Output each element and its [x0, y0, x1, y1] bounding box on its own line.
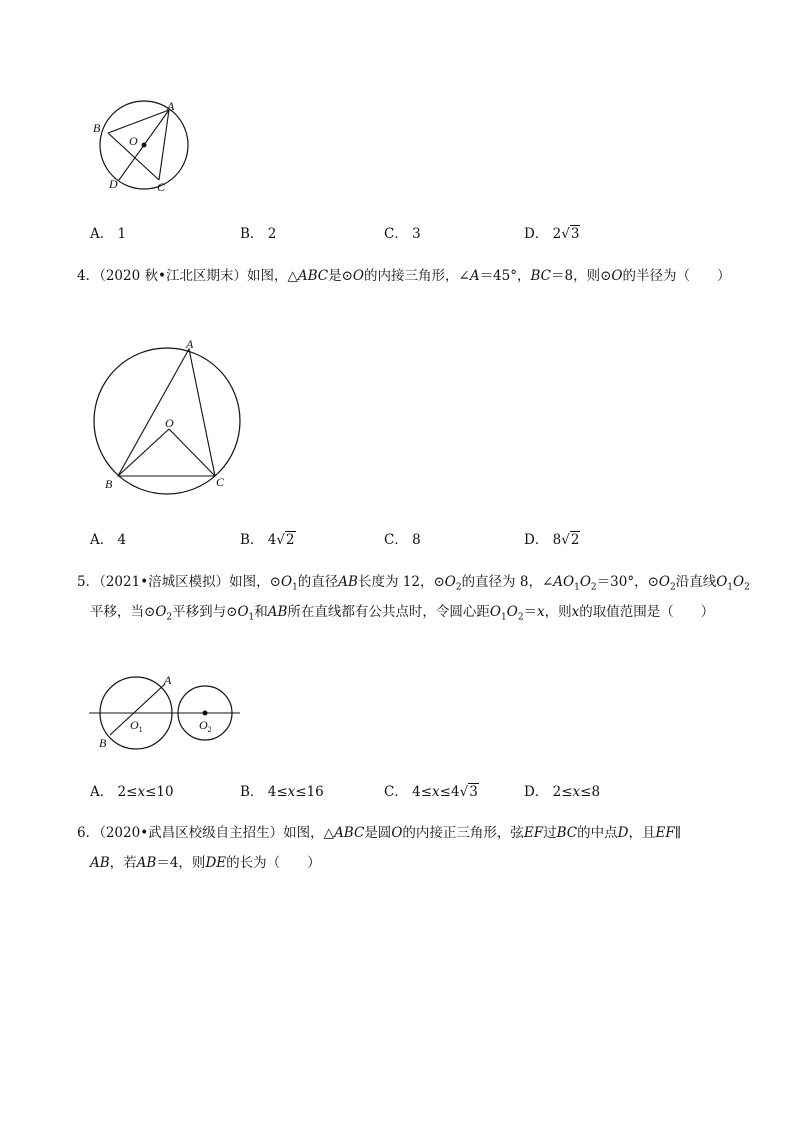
- q3-option-a-value: 1: [117, 226, 127, 242]
- q5-number: 5．: [77, 574, 100, 590]
- q5-x: x: [432, 784, 440, 800]
- q3-option-d-letter: D．: [524, 226, 549, 242]
- q6-var: EF: [655, 825, 675, 841]
- q5-label-o2: $O_2$: [199, 718, 212, 734]
- q6-text: ，且: [628, 825, 656, 841]
- q5-var: x: [537, 604, 545, 620]
- q4-text: ＝8，则⊙: [551, 268, 612, 284]
- q4-source: （2020 秋•江北区期末）: [99, 268, 247, 284]
- q4-option-c-value: 8: [412, 532, 421, 548]
- q5-option-d-hi: 8: [591, 784, 601, 800]
- q4-option-c: [384, 528, 421, 548]
- q5-sub: 2: [455, 582, 462, 593]
- q3-label-c: C: [157, 180, 166, 194]
- q4-label-o: O: [165, 416, 174, 430]
- q3-option-c-value: 3: [412, 226, 421, 242]
- q5-text: ＝: [523, 604, 538, 620]
- q5-text: ，则: [544, 604, 572, 620]
- q5-option-c-radicand: 3: [469, 784, 478, 800]
- q5-var: O: [579, 574, 591, 590]
- q6-var: AB: [136, 855, 157, 871]
- q3-option-d-radicand: 3: [570, 226, 580, 242]
- q5-var: O: [489, 604, 501, 620]
- q5-option-c-coef: 4: [450, 784, 460, 800]
- q4-stem: [77, 262, 731, 291]
- q5-option-b-letter: B．: [240, 784, 264, 800]
- q4-option-d-letter: D．: [524, 532, 549, 548]
- q5-text: 的直径: [297, 574, 339, 590]
- q4-option-b-coef: 4: [267, 532, 277, 548]
- q5-le: ≤: [420, 784, 433, 800]
- q5-le: ≤: [295, 784, 307, 800]
- q5-text: 所在直线都有公共点时，令圆心距: [287, 604, 490, 620]
- q5-option-b: [240, 780, 324, 800]
- q5-text: 沿直线: [675, 574, 717, 590]
- q5-text: 平移到与⊙: [172, 604, 238, 620]
- q6-text: ＝4，则: [156, 855, 206, 871]
- q5-option-a: [90, 780, 174, 800]
- q5-sub: 2: [744, 582, 750, 593]
- q3-option-b: [240, 222, 276, 242]
- q5-sub: 1: [292, 582, 298, 593]
- q4-option-a-letter: A．: [90, 532, 114, 548]
- q3-option-d-coef: 2: [552, 226, 562, 242]
- q3-option-c-letter: C．: [384, 226, 408, 242]
- q4-option-a-value: 4: [117, 532, 127, 548]
- q4-label-c: C: [216, 475, 225, 489]
- q4-label-a: A: [186, 337, 194, 351]
- q5-var: O: [444, 574, 456, 590]
- q5-label-b: B: [99, 736, 107, 750]
- q5-sub: 2: [517, 612, 524, 623]
- q5-var: O: [658, 574, 670, 590]
- q4-var: O: [611, 268, 623, 284]
- q4-text: ＝45°，: [479, 268, 531, 284]
- q6-var: DE: [205, 855, 227, 871]
- q4-figure: [85, 335, 255, 495]
- q5-var: O: [155, 604, 167, 620]
- q6-text: 如图，△: [283, 825, 335, 841]
- q5-var: O: [716, 574, 728, 590]
- q5-text: 的取值范围是（ ）: [579, 604, 715, 620]
- q4-option-b: [240, 528, 296, 548]
- q5-label-a: A: [164, 673, 172, 687]
- q4-option-a: [90, 528, 126, 548]
- q3-label-a: A: [167, 99, 175, 113]
- q5-le: ≤: [580, 784, 592, 800]
- q5-var: O: [237, 604, 249, 620]
- q3-label-b: B: [93, 121, 101, 135]
- q5-le: ≤: [145, 784, 157, 800]
- q5-sub: 1: [727, 582, 734, 593]
- q5-sub: 1: [574, 582, 580, 593]
- q5-source: （2021•涪城区模拟）: [99, 574, 230, 590]
- q4-var: A: [469, 268, 480, 284]
- q5-text: 和: [254, 604, 268, 620]
- q3-option-c: [384, 222, 421, 242]
- q3-option-d: [524, 222, 580, 242]
- q4-option-c-letter: C．: [384, 532, 408, 548]
- q4-var: O: [352, 268, 364, 284]
- q5-text: 长度为 12，⊙: [357, 574, 445, 590]
- q5-le: ≤: [126, 784, 138, 800]
- q4-option-d-radicand: 2: [570, 532, 580, 548]
- q4-option-b-sqrt: √2: [276, 532, 295, 548]
- q5-x: x: [137, 784, 146, 800]
- q5-option-a-hi: 10: [156, 784, 174, 800]
- q6-text: 的长为（ ）: [226, 855, 321, 871]
- q4-radius-ob: [118, 429, 169, 476]
- q5-figure: [85, 670, 250, 755]
- q4-text: 的内接三角形，∠: [364, 268, 470, 284]
- q5-option-d-lo: 2: [552, 784, 562, 800]
- q6-text: 是圆: [364, 825, 392, 841]
- q6-var: EF: [523, 825, 544, 841]
- q6-text: 过: [543, 825, 557, 841]
- q3-option-b-letter: B．: [240, 226, 264, 242]
- q5-sub: 2: [166, 612, 173, 623]
- q5-stem-line2: [90, 598, 714, 633]
- q5-le: ≤: [276, 784, 288, 800]
- q6-var: BC: [556, 825, 578, 841]
- q6-number: 6．: [77, 825, 100, 841]
- q4-option-d-sqrt: √2: [561, 532, 580, 548]
- q4-triangle-abc: [118, 349, 215, 476]
- q3-chord-ac: [159, 110, 169, 180]
- q4-var: ABC: [297, 268, 329, 284]
- q5-option-b-lo: 4: [267, 784, 277, 800]
- q5-var: AB: [338, 574, 358, 590]
- q3-chord-ab: [108, 110, 169, 133]
- q6-text: 的内接正三角形，弦: [402, 825, 524, 841]
- q6-var: ABC: [334, 825, 365, 841]
- q5-option-b-hi: 16: [306, 784, 324, 800]
- q5-sub: 1: [501, 612, 507, 623]
- q5-sub: 2: [590, 582, 597, 593]
- q5-var: O: [733, 574, 745, 590]
- q3-option-b-value: 2: [267, 226, 277, 242]
- q5-le: ≤: [561, 784, 573, 800]
- q5-text: 如图，⊙: [229, 574, 281, 590]
- q5-sub: 1: [248, 612, 255, 623]
- q5-option-c-letter: C．: [384, 784, 408, 800]
- q6-var: AB: [90, 855, 110, 871]
- q3-option-d-sqrt: √3: [561, 226, 580, 242]
- q4-text: 的半径为（ ）: [622, 268, 731, 284]
- q5-label-o1: $O_1$: [130, 718, 143, 734]
- q5-option-c-lo: 4: [412, 784, 421, 800]
- q5-center-dot-o2: [203, 711, 208, 716]
- q6-stem-line1: [77, 819, 681, 848]
- q3-option-a: [90, 222, 126, 242]
- q5-option-d: [524, 780, 600, 800]
- q4-option-b-letter: B．: [240, 532, 264, 548]
- q6-source: （2020•武昌区校级自主招生）: [99, 825, 284, 841]
- q5-text: 的直径为 8，∠: [461, 574, 554, 590]
- q6-text: ，若: [109, 855, 137, 871]
- q5-text: 平移，当⊙: [90, 604, 156, 620]
- q4-radius-oc: [169, 429, 215, 476]
- q3-label-o: O: [129, 134, 138, 148]
- q5-var: x: [571, 604, 580, 620]
- q3-figure: [85, 95, 195, 200]
- q5-option-a-lo: 2: [117, 784, 127, 800]
- q3-option-a-letter: A．: [90, 226, 114, 242]
- q5-var: O: [563, 574, 575, 590]
- q5-var: O: [280, 574, 293, 590]
- q5-x: x: [572, 784, 581, 800]
- q5-var: AB: [267, 604, 288, 620]
- q3-center-dot: [142, 143, 147, 148]
- q6-text: ∥: [674, 825, 681, 841]
- q5-option-c: [384, 780, 479, 800]
- q5-option-d-letter: D．: [524, 784, 549, 800]
- q5-sub: 2: [669, 582, 676, 593]
- q4-label-b: B: [105, 477, 113, 491]
- q5-option-c-sqrt: √3: [459, 784, 478, 800]
- q4-text: 如图，△: [246, 268, 298, 284]
- q4-option-d-coef: 8: [552, 532, 562, 548]
- q5-option-a-letter: A．: [90, 784, 114, 800]
- q4-var: BC: [530, 268, 552, 284]
- q6-text: 的中点: [577, 825, 618, 841]
- q3-label-d: D: [109, 177, 118, 191]
- q5-x: x: [287, 784, 296, 800]
- q5-le: ≤: [439, 784, 451, 800]
- q6-var: D: [617, 825, 629, 841]
- q4-option-b-radicand: 2: [285, 532, 295, 548]
- q4-text: 是⊙: [328, 268, 353, 284]
- q4-number: 4．: [77, 268, 100, 284]
- q4-option-d: [524, 528, 580, 548]
- q5-var: A: [553, 574, 564, 590]
- q5-text: ＝30°，⊙: [596, 574, 659, 590]
- q6-var: O: [391, 825, 403, 841]
- q5-var: O: [506, 604, 518, 620]
- q6-stem-line2: [90, 849, 321, 878]
